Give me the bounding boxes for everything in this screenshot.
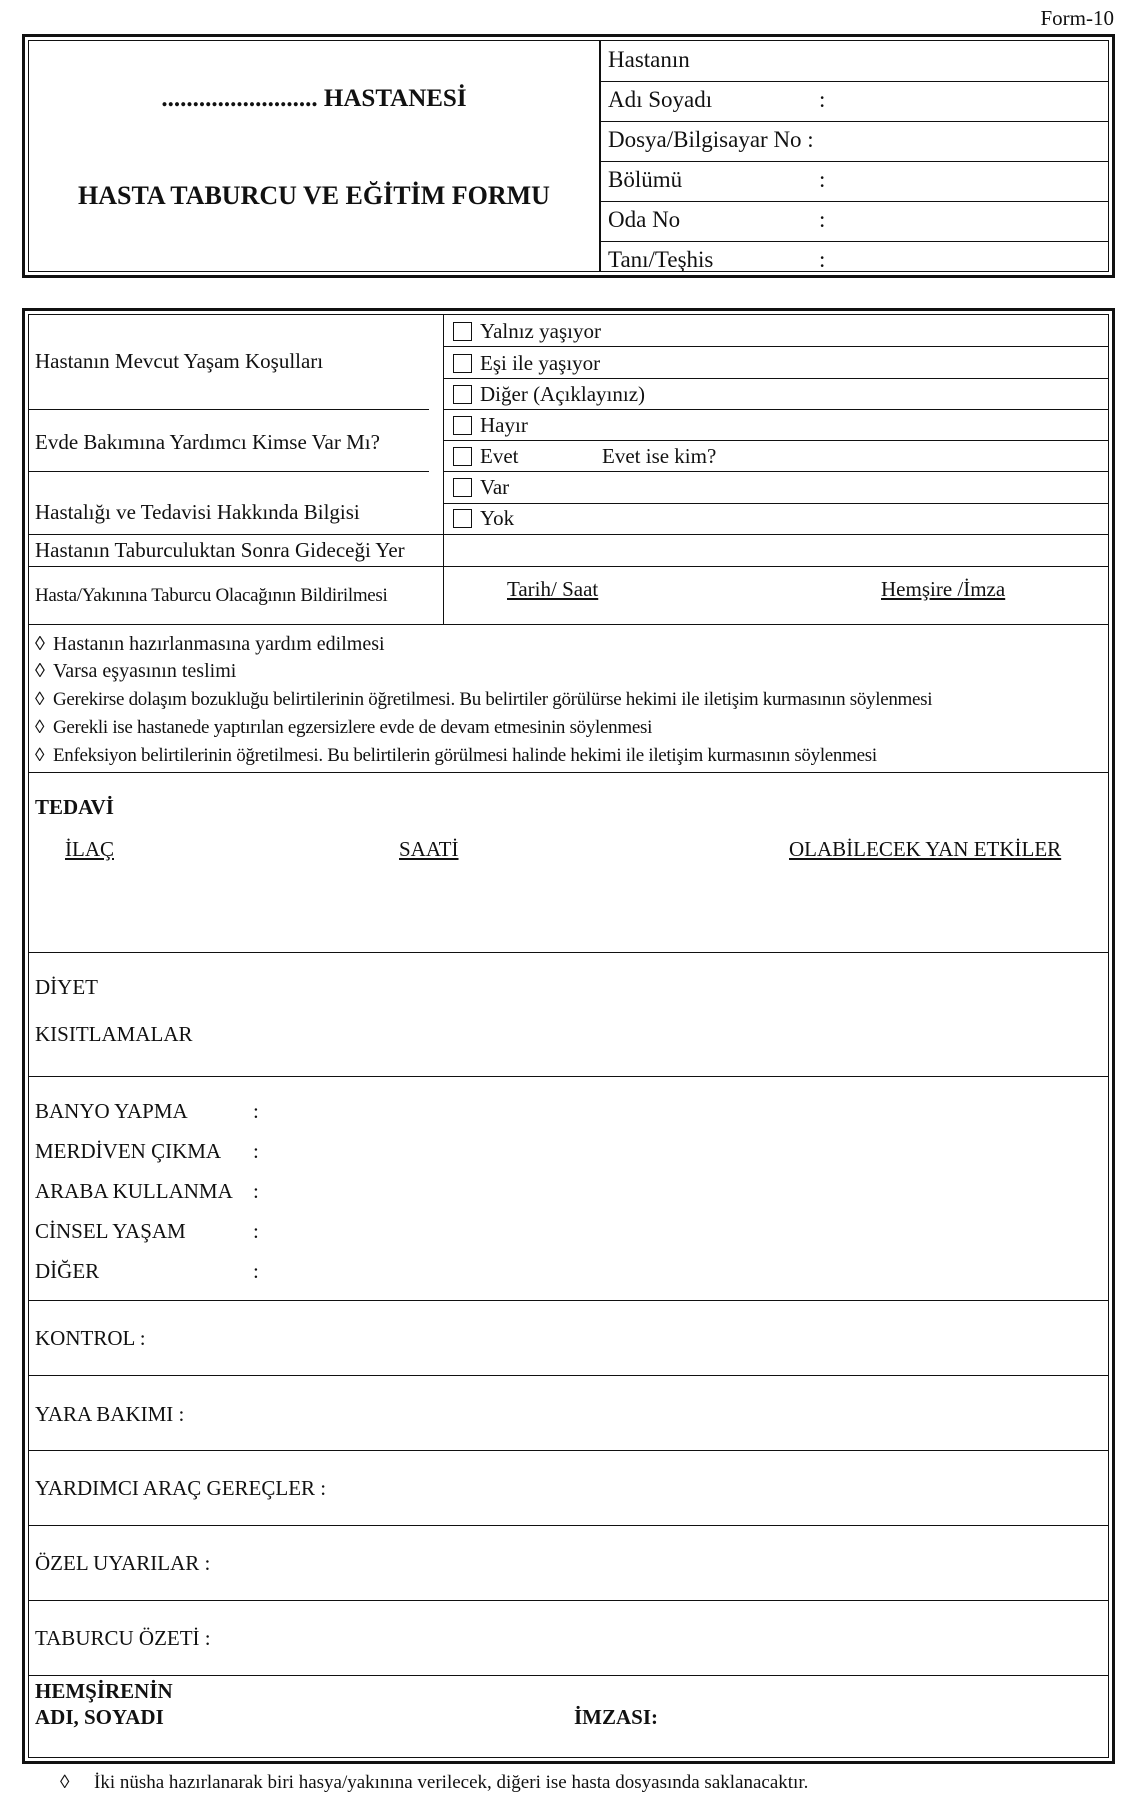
date-time-label: Tarih/ Saat [507, 577, 599, 601]
nurse-signature-field[interactable]: İMZASI: [574, 1705, 659, 1729]
checklist-item: ◊ Hastanın hazırlanmasına yardım edilmesi [35, 633, 385, 655]
question-divider-line [29, 471, 429, 472]
hospital-name: ......................... HASTANESİ [161, 85, 467, 112]
row-divider [29, 534, 1108, 535]
section-aids[interactable]: YARDIMCI ARAÇ GEREÇLER : [35, 1476, 327, 1500]
form-title: HASTA TABURCU VE EĞİTİM FORMU [78, 181, 550, 210]
nurse-name-label-line1: HEMŞİRENİN [35, 1679, 173, 1703]
option-divider [443, 346, 1108, 347]
row-divider [29, 772, 1108, 773]
checklist-item: ◊ Gerekirse dolaşım bozukluğu belirtilerinin öğretilmesi. Bu belirtiler görülürse hekimi ile iletişim kurmasının söylenmesi [35, 689, 933, 710]
restrictions-label: KISITLAMALAR [35, 1022, 193, 1046]
row-divider [29, 952, 1108, 953]
row-divider [29, 624, 1108, 625]
row-divider [29, 1076, 1108, 1077]
nurse-name-label-line2: ADI, SOYADI [35, 1705, 164, 1729]
activity-colon: : [253, 1139, 259, 1163]
question-divider [443, 315, 444, 624]
option-knowledge-no[interactable]: Yok [453, 506, 514, 531]
question-divider-line [29, 409, 429, 410]
option-knowledge-yes[interactable]: Var [453, 475, 509, 500]
checklist-item: ◊ Gerekli ise hastanede yaptırılan egzersizlere evde de devam etmesinin söylenmesi [35, 717, 653, 738]
field-row-file-number[interactable] [600, 121, 1108, 162]
treatment-column-time: SAATİ [399, 837, 459, 861]
activity-colon: : [253, 1259, 259, 1283]
treatment-column-drug: İLAÇ [65, 837, 114, 861]
field-row-room[interactable] [600, 201, 1108, 242]
question-notification: Hasta/Yakınına Taburcu Olacağının Bildirilmesi [35, 585, 388, 606]
activity-other[interactable]: DİĞER [35, 1259, 100, 1283]
checkbox[interactable] [453, 385, 472, 404]
field-colon: : [819, 87, 826, 112]
activity-stairs[interactable]: MERDİVEN ÇIKMA [35, 1139, 222, 1163]
row-divider [29, 1600, 1108, 1601]
option-divider [443, 409, 1108, 410]
option-divider [443, 378, 1108, 379]
row-divider [29, 1675, 1108, 1676]
checkbox[interactable] [453, 447, 472, 466]
option-home-care-no[interactable]: Hayır [453, 413, 528, 438]
diet-label: DİYET [35, 975, 98, 999]
option-living-alone[interactable]: Yalnız yaşıyor [453, 319, 601, 344]
activity-colon: : [253, 1099, 259, 1123]
section-control[interactable]: KONTROL : [35, 1326, 146, 1350]
checkbox[interactable] [453, 416, 472, 435]
treatment-title: TEDAVİ [35, 795, 114, 819]
form-number: Form-10 [1040, 6, 1114, 30]
checkbox[interactable] [453, 322, 472, 341]
checkbox[interactable] [453, 354, 472, 373]
option-divider [443, 503, 1108, 504]
nurse-signature-label: Hemşire /İmza [881, 577, 1006, 601]
question-home-care: Evde Bakımına Yardımcı Kimse Var Mı? [35, 430, 380, 454]
section-special-warnings[interactable]: ÖZEL UYARILAR : [35, 1551, 211, 1575]
checkbox[interactable] [453, 478, 472, 497]
checkbox[interactable] [453, 509, 472, 528]
option-divider [443, 471, 1108, 472]
question-living-conditions: Hastanın Mevcut Yaşam Koşulları [35, 349, 324, 373]
activity-colon: : [253, 1219, 259, 1243]
patient-info-title-row [600, 41, 1108, 82]
field-colon: : [819, 247, 826, 272]
header-title-area [29, 41, 601, 271]
field-row-department[interactable] [600, 161, 1108, 202]
row-divider [29, 1300, 1108, 1301]
field-row-diagnosis[interactable] [600, 241, 1108, 281]
activity-colon: : [253, 1179, 259, 1203]
field-colon: : [819, 207, 826, 232]
field-colon: : [819, 167, 826, 192]
home-care-followup: Evet ise kim? [602, 444, 717, 468]
section-wound-care[interactable]: YARA BAKIMI : [35, 1402, 185, 1426]
field-label: Oda No [608, 207, 681, 232]
activity-sexual-life[interactable]: CİNSEL YAŞAM [35, 1219, 186, 1243]
main-form-box [22, 308, 1115, 1764]
option-divider [443, 440, 1108, 441]
question-knowledge: Hastalığı ve Tedavisi Hakkında Bilgisi [35, 500, 360, 524]
section-discharge-summary[interactable]: TABURCU ÖZETİ : [35, 1626, 211, 1650]
field-label: Adı Soyadı [608, 87, 713, 112]
row-divider [29, 1450, 1108, 1451]
row-divider [29, 566, 1108, 567]
checklist-item: ◊ Enfeksiyon belirtilerinin öğretilmesi. Bu belirtilerin görülmesi halinde hekimi ile iletişim kurmasının söylenmesi [35, 745, 877, 766]
row-divider [29, 1375, 1108, 1376]
field-label: Dosya/Bilgisayar No : [608, 127, 814, 152]
question-destination: Hastanın Taburculuktan Sonra Gideceği Yer [35, 538, 405, 562]
option-living-with-spouse[interactable]: Eşi ile yaşıyor [453, 351, 600, 376]
option-living-other[interactable]: Diğer (Açıklayınız) [453, 382, 645, 407]
activity-driving[interactable]: ARABA KULLANMA [35, 1179, 233, 1203]
treatment-column-side-effects: OLABİLECEK YAN ETKİLER [789, 837, 1062, 861]
field-label: Bölümü [608, 167, 683, 192]
header-box [22, 34, 1115, 278]
checklist-item: ◊ Varsa eşyasının teslimi [35, 660, 237, 682]
row-divider [29, 1525, 1108, 1526]
field-row-name[interactable] [600, 81, 1108, 122]
field-label: Tanı/Teşhis [608, 247, 714, 272]
patient-info-table [600, 41, 1108, 271]
activity-bathing[interactable]: BANYO YAPMA [35, 1099, 188, 1123]
option-home-care-yes[interactable]: Evet [453, 444, 518, 469]
footnote: ◊ İki nüsha hazırlanarak biri hasya/yakınına verilecek, diğeri ise hasta dosyasında saklanacaktır. [60, 1772, 809, 1793]
patient-info-title: Hastanın [608, 47, 690, 72]
